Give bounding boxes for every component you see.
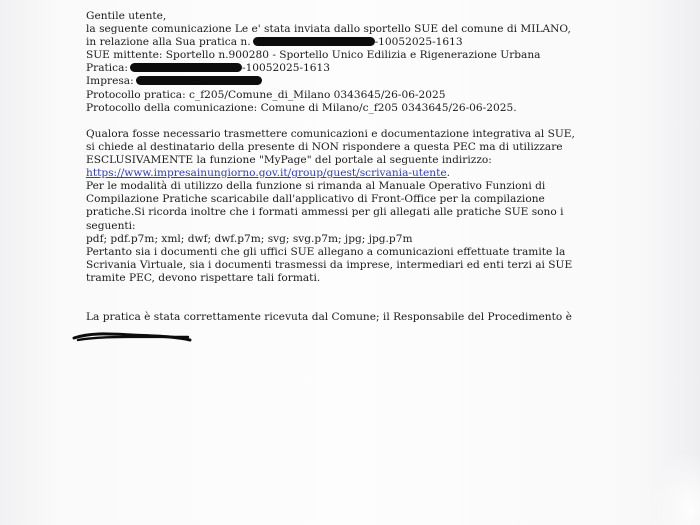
para3-line-2: Compilazione Pratiche scaricabile dall'applicativo di Front-Office per la compilazione (86, 193, 545, 206)
final-line: La pratica è stata correttamente ricevuta dal Comune; il Responsabile del Procedimento è (86, 311, 572, 324)
protocollo-comunicazione: Protocollo della comunicazione: Comune di Milano/c_f205 0343645/26-06-2025. (86, 101, 517, 114)
intro-line-2 (86, 36, 686, 49)
para2-line-3: ESCLUSIVAMENTE la funzione "MyPage" del portale al seguente indirizzo: (86, 154, 492, 167)
link-tail: . (446, 167, 451, 180)
email-body (86, 10, 686, 324)
para4-line-1: Pertanto sia i documenti che gli uffici SUE allegano a comunicazioni effettuate tramite la (86, 245, 566, 258)
protocollo-pratica: Protocollo pratica: c_f205/Comune_di_Milano 0343645/26-06-2025 (86, 88, 446, 101)
redaction-mark (136, 76, 262, 85)
formats-list: pdf; pdf.p7m; xml; dwf; dwf.p7m; svg; svg.p7m; jpg; jpg.p7m (86, 232, 413, 245)
impresa-label: Impresa: (86, 75, 134, 88)
para4-line-2: Scrivania Virtuale, sia i documenti trasmessi da imprese, intermediari ed enti terzi ai SUE (86, 258, 573, 271)
para3-line-1: Per le modalità di utilizzo della funzione si rimanda al Manuale Operativo Funzioni di (86, 180, 546, 193)
portal-link[interactable]: https://www.impresainungiorno.gov.it/group/guest/scrivania-utente (86, 167, 447, 180)
impresa-line (86, 75, 686, 88)
redaction-mark (130, 63, 242, 72)
para3-line-4: seguenti: (86, 219, 136, 232)
pratica-ref-suffix: -10052025-1613 (374, 36, 463, 49)
para2-line-1: Qualora fosse necessario trasmettere comunicazioni e documentazione integrativa al SUE, (86, 127, 575, 140)
para2-line-2: si chiede al destinatario della presente di NON rispondere a questa PEC ma di utilizzare (86, 140, 563, 153)
para4-line-3: tramite PEC, devono rispettare tali formati. (86, 271, 321, 284)
portal-link-line (86, 167, 686, 180)
pratica-line (86, 62, 686, 75)
pratica-ref-label: in relazione alla Sua pratica n. (86, 36, 251, 49)
para3-line-3: pratiche.Si ricorda inoltre che i formati ammessi per gli allegati alle pratiche SUE sono i (86, 206, 564, 219)
pratica-label: Pratica: (86, 62, 128, 75)
intro-line-1: la seguente comunicazione Le e' stata inviata dallo sportello SUE del comune di MILANO, (86, 23, 571, 36)
redaction-mark (253, 37, 375, 46)
photo-glare (650, 450, 700, 525)
sender-line: SUE mittente: Sportello n.900280 - Sportello Unico Edilizia e Rigenerazione Urbana (86, 49, 541, 62)
pratica-suffix: -10052025-1613 (241, 62, 331, 75)
redaction-scribble (72, 330, 192, 342)
greeting: Gentile utente, (86, 10, 167, 22)
